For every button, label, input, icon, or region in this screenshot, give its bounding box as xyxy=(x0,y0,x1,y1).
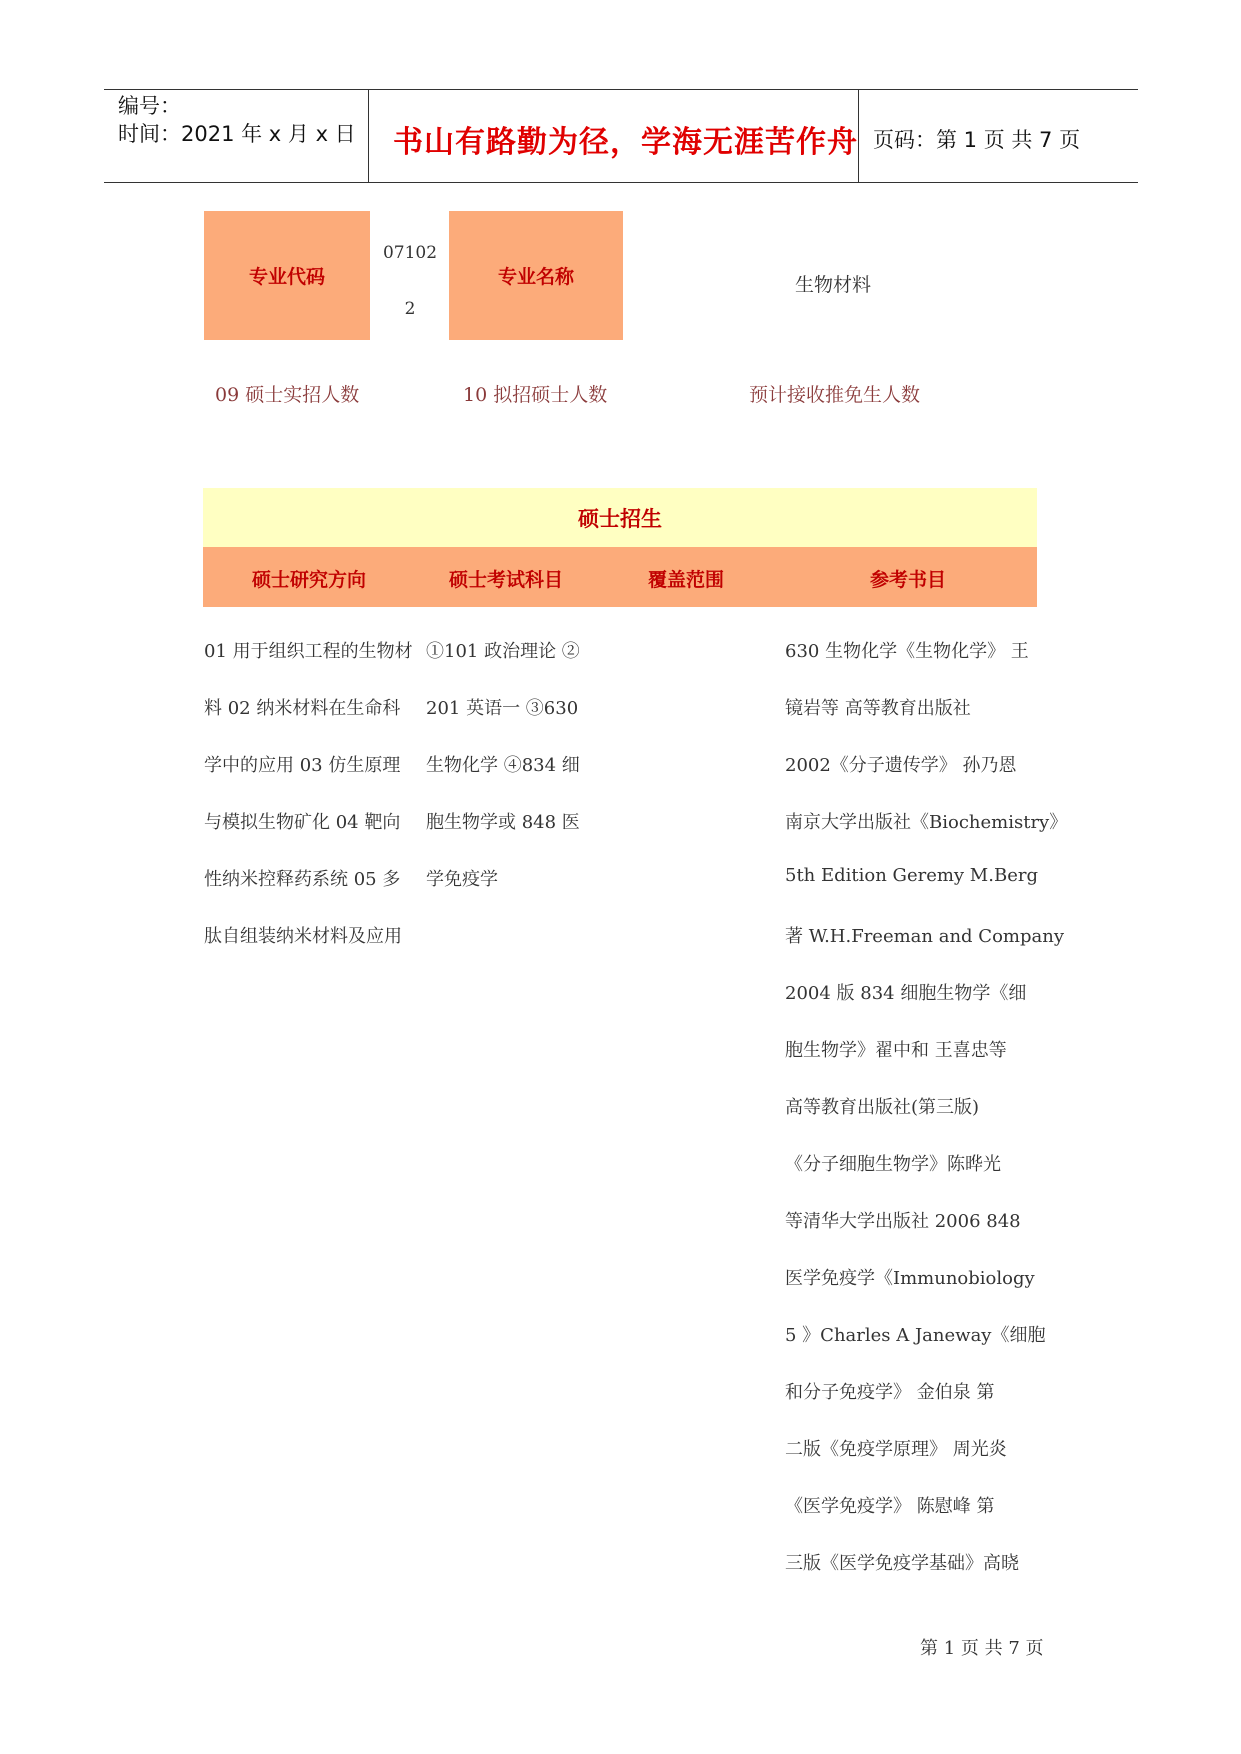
book-line: 医学免疫学《Immunobiology xyxy=(785,1268,1035,1289)
subject-line: 生物化学 ④834 细 xyxy=(426,755,580,776)
book-line: 等清华大学出版社 2006 848 xyxy=(785,1211,1021,1232)
section-title: 硕士招生 xyxy=(578,505,662,531)
book-line: 二版《免疫学原理》 周光炎 xyxy=(785,1439,1007,1460)
book-line: 《医学免疫学》 陈慰峰 第 xyxy=(785,1496,995,1517)
subject-line: 201 英语一 ③630 xyxy=(426,698,579,719)
header-divider-right xyxy=(858,89,859,182)
direction-line: 肽自组装纳米材料及应用 xyxy=(204,926,402,947)
book-line: 胞生物学》翟中和 王喜忠等 xyxy=(785,1040,1007,1061)
major-code-value-line1: 07102 xyxy=(382,243,438,263)
section-title-bar xyxy=(203,488,1037,547)
column-header-coverage: 覆盖范围 xyxy=(648,569,725,591)
major-name-label-box xyxy=(449,211,623,340)
count-exempt: 预计接收推免生人数 xyxy=(749,384,921,406)
subject-line: ①101 政治理论 ② xyxy=(426,641,580,662)
book-line: 镜岩等 高等教育出版社 xyxy=(785,698,971,719)
header-divider-left xyxy=(368,89,369,182)
major-name-value: 生物材料 xyxy=(795,274,872,296)
count-09-actual: 09 硕士实招人数 xyxy=(215,384,360,406)
subject-line: 学免疫学 xyxy=(426,869,498,890)
book-line: 5 》Charles A Janeway《细胞 xyxy=(785,1325,1046,1346)
direction-line: 01 用于组织工程的生物材 xyxy=(204,641,413,662)
column-header-bar xyxy=(203,547,1037,607)
column-header-books: 参考书目 xyxy=(870,569,947,591)
major-code-label-box xyxy=(204,211,370,340)
major-code-label: 专业代码 xyxy=(248,266,325,288)
book-line: 著 W.H.Freeman and Company xyxy=(785,926,1064,947)
book-line: 2004 版 834 细胞生物学《细 xyxy=(785,983,1027,1004)
major-name-label: 专业名称 xyxy=(497,266,574,288)
book-line: 《分子细胞生物学》陈晔光 xyxy=(785,1154,1001,1175)
direction-line: 性纳米控释药系统 05 多 xyxy=(204,869,401,890)
header-page-info: 页码：第 1 页 共 7 页 xyxy=(873,128,1081,152)
direction-line: 料 02 纳米材料在生命科 xyxy=(204,698,401,719)
direction-line: 学中的应用 03 仿生原理 xyxy=(204,755,401,776)
header-bottom-rule xyxy=(104,182,1138,183)
major-code-value-line2: 2 xyxy=(404,299,416,319)
direction-line: 与模拟生物矿化 04 靶向 xyxy=(204,812,401,833)
book-line: 三版《医学免疫学基础》高晓 xyxy=(785,1553,1019,1574)
book-line: 2002《分子遗传学》 孙乃恩 xyxy=(785,755,1017,776)
major-code-value xyxy=(375,225,445,337)
header-time-label: 时间：2021 年 x 月 x 日 xyxy=(118,122,356,146)
book-line: 630 生物化学《生物化学》 王 xyxy=(785,641,1029,662)
column-header-direction: 硕士研究方向 xyxy=(252,569,367,591)
header-number-label: 编号： xyxy=(118,94,181,118)
book-line: 和分子免疫学》 金伯泉 第 xyxy=(785,1382,995,1403)
book-line: 5th Edition Geremy M.Berg xyxy=(785,865,1038,886)
count-10-planned: 10 拟招硕士人数 xyxy=(463,384,608,406)
book-line: 高等教育出版社(第三版) xyxy=(785,1097,980,1118)
subject-line: 胞生物学或 848 医 xyxy=(426,812,580,833)
header-motto: 书山有路勤为径，学海无涯苦作舟 xyxy=(393,125,858,160)
book-line: 南京大学出版社《Biochemistry》 xyxy=(785,812,1068,833)
header-top-rule xyxy=(104,89,1138,90)
column-header-subjects: 硕士考试科目 xyxy=(449,569,564,591)
footer-page-number: 第 1 页 共 7 页 xyxy=(920,1638,1044,1659)
